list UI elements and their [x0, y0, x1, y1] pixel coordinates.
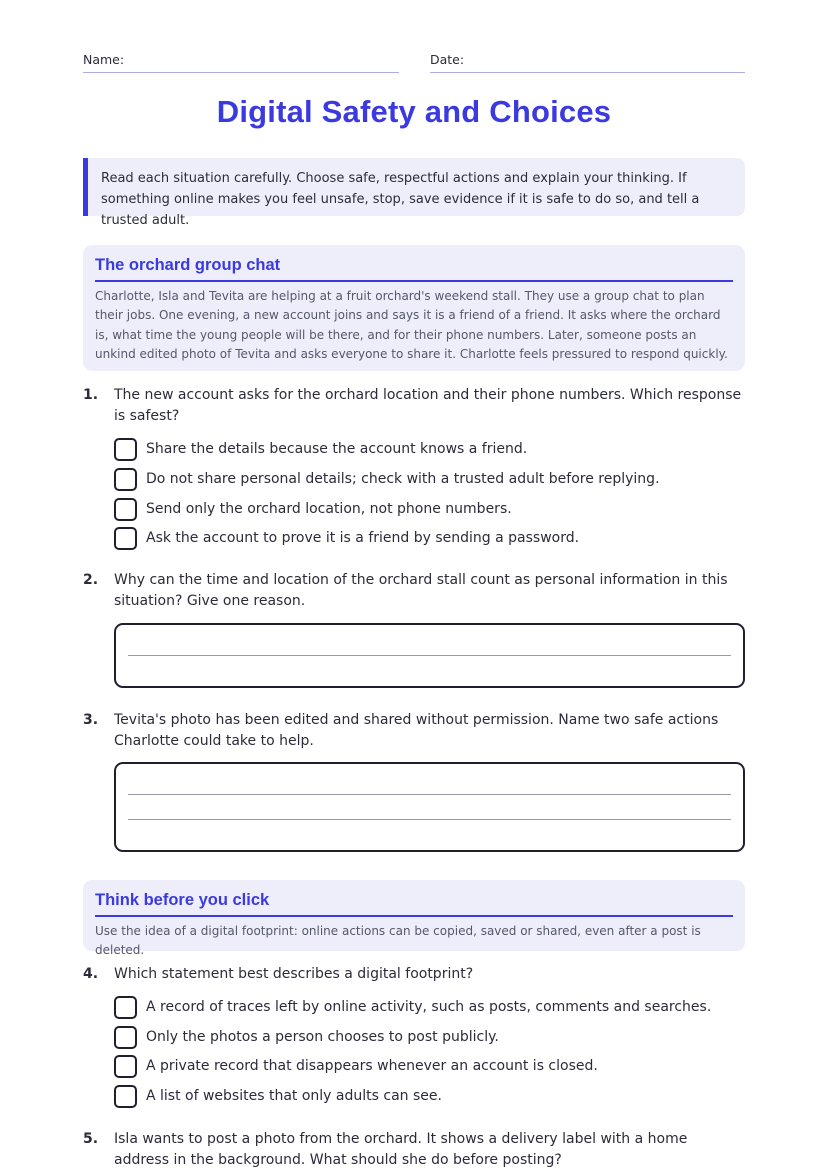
q1-option-d[interactable] [114, 527, 734, 551]
question-number: 3. [83, 712, 99, 728]
option-label: Only the photos a person chooses to post publicly. [146, 1029, 499, 1045]
question-number: 4. [83, 966, 99, 982]
section-body: Charlotte, Isla and Tevita are helping at a fruit orchard's weekend stall. They use a group chat to plan their jobs. One evening, a new account joins and says it is a friend of a friend. It asks where the orchard is, what time the young people will be there, and for their phone numbers. Later, someone posts an unkind edited photo of Tevita and asks everyone to share it. Charlotte feels pressured to respond quickly. [95, 289, 728, 361]
instructions-callout: Read each situation carefully. Choose safe, respectful actions and explain your thinking. If something online makes you feel unsafe, stop, save evidence if it is safe to do so, and tell a trusted adult. [83, 158, 745, 216]
name-label: Name: [83, 52, 125, 67]
q1-option-c[interactable] [114, 498, 734, 522]
answer-box-q3[interactable] [114, 762, 745, 852]
section-orchard-group-chat [83, 245, 745, 371]
checkbox[interactable] [114, 498, 137, 521]
q4-option-d[interactable] [114, 1085, 734, 1109]
date-label: Date: [430, 52, 465, 67]
section-think-before-you-click [83, 880, 745, 958]
checkbox[interactable] [114, 468, 137, 491]
checkbox[interactable] [114, 438, 137, 461]
q4-option-c[interactable] [114, 1055, 734, 1079]
q1-option-a[interactable] [114, 438, 734, 462]
option-label: A list of websites that only adults can see. [146, 1088, 442, 1104]
writing-line [128, 819, 731, 820]
option-label: A record of traces left by online activity, such as posts, comments and searches. [146, 999, 712, 1015]
page-title: Digital Safety and Choices [216, 94, 612, 129]
question-number: 1. [83, 387, 99, 403]
question-number: 2. [83, 572, 99, 588]
question-text: The new account asks for the orchard location and their phone numbers. Which response is safest? [114, 387, 742, 424]
checkbox[interactable] [114, 996, 137, 1019]
option-label: Ask the account to prove it is a friend by sending a password. [146, 530, 580, 546]
question-4 [83, 964, 745, 986]
question-text: Why can the time and location of the orchard stall count as personal information in this situation? Give one reason. [114, 572, 728, 609]
header-fields [83, 52, 745, 74]
option-label: A private record that disappears whenever an account is closed. [146, 1058, 598, 1074]
checkbox[interactable] [114, 1085, 137, 1108]
question-number: 5. [83, 1131, 99, 1147]
option-label: Do not share personal details; check with a trusted adult before replying. [146, 471, 660, 487]
question-text: Isla wants to post a photo from the orchard. It shows a delivery label with a home address in the background. What should she do before posting? [114, 1131, 688, 1168]
section-title: Think before you click [95, 890, 733, 917]
checkbox[interactable] [114, 1026, 137, 1049]
date-field[interactable] [430, 52, 745, 73]
writing-line [128, 794, 731, 795]
question-2 [83, 570, 745, 614]
option-label: Share the details because the account knows a friend. [146, 441, 528, 457]
question-5 [83, 1129, 745, 1171]
answer-box-q2[interactable] [114, 623, 745, 688]
section-title: The orchard group chat [95, 255, 733, 282]
name-field[interactable] [83, 52, 399, 73]
option-label: Send only the orchard location, not phone numbers. [146, 501, 512, 517]
q1-option-b[interactable] [114, 468, 734, 492]
writing-line [128, 655, 731, 656]
checkbox[interactable] [114, 527, 137, 550]
question-1 [83, 385, 745, 429]
question-text: Which statement best describes a digital footprint? [114, 966, 474, 982]
question-3 [83, 710, 745, 754]
q4-option-a[interactable] [114, 996, 734, 1020]
question-text: Tevita's photo has been edited and shared without permission. Name two safe actions Charlotte could take to help. [114, 712, 719, 749]
section-body: Use the idea of a digital footprint: online actions can be copied, saved or shared, even after a post is deleted. [95, 924, 701, 958]
checkbox[interactable] [114, 1055, 137, 1078]
q4-option-b[interactable] [114, 1026, 734, 1050]
